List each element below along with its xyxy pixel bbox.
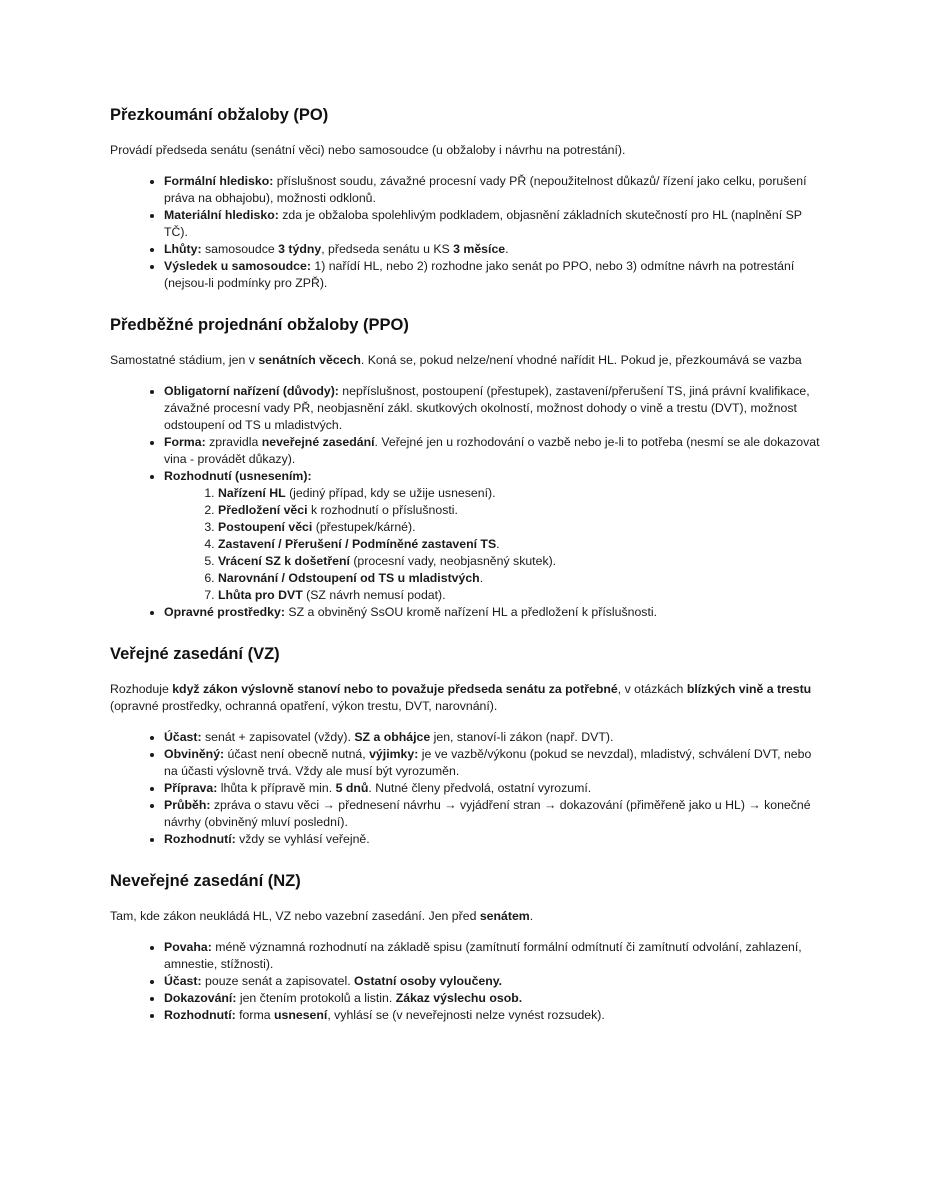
bold-text: Výsledek u samosoudce: (164, 259, 311, 273)
text-run: příslušnost soudu, závažné procesní vady PŘ (nepoužitelnost důkazů/ řízení jako celku, porušení práva na obhajobu), možnosti odklonů. (164, 174, 807, 205)
text-run: SZ a obviněný SsOU kromě nařízení HL a předložení k příslušnosti. (284, 605, 658, 619)
bold-text: senátních věcech (258, 353, 361, 367)
bold-text: Předložení věci (218, 503, 308, 517)
bullet-item (164, 797, 826, 831)
bold-text: Materiální hledisko: (164, 208, 279, 222)
bold-text: Účast: (164, 974, 202, 988)
text-run: . Nutné členy předvolá, ostatní vyrozumí. (368, 781, 592, 795)
bullet-list (110, 729, 826, 848)
numbered-item (218, 553, 826, 570)
bullet-list (110, 939, 826, 1024)
text-run: . (505, 242, 509, 256)
section-heading: Přezkoumání obžaloby (PO) (110, 106, 329, 124)
text-run: lhůta k přípravě min. (217, 781, 336, 795)
bullet-item (164, 746, 826, 780)
text-run: (přestupek/kárné). (312, 520, 416, 534)
text-run: . (479, 571, 484, 585)
text-run: Tam, kde zákon neukládá HL, VZ nebo vazební zasedání. Jen před (110, 909, 480, 923)
text-run: . (496, 537, 500, 551)
section-heading: Veřejné zasedání (VZ) (110, 645, 280, 663)
bold-text: Lhůty: (164, 242, 202, 256)
bold-text: Obligatorní nařízení (důvody): (164, 384, 339, 398)
bold-text: 3 týdny (278, 242, 322, 256)
text-run: méně významná rozhodnutí na základě spisu (zamítnutí formální odmítnutí či zamítnutí odvolání, zahlazení, amnestie, stížnosti). (164, 940, 802, 971)
section (110, 870, 826, 1024)
document (110, 104, 826, 1024)
text-run: zpráva o stavu věci → přednesení návrhu → vyjádření stran → dokazování (přiměřeně jako u HL) → konečné návrhy (obviněný mluví poslední). (164, 798, 811, 829)
text-run: jen, stanoví-li zákon (např. DVT). (430, 730, 614, 744)
bold-text: Opravné prostředky: (164, 605, 285, 619)
bullet-item (164, 383, 826, 434)
bullet-item (164, 604, 826, 621)
text-run: (procesní vady, neobjasněný skutek). (349, 554, 557, 568)
text-run: . Veřejné jen u rozhodování o vazbě nebo je-li to potřeba (nesmí se ale dokazovat vina - provádět důkazy). (164, 435, 820, 466)
text-run: je ve vazbě/výkonu (pokud se nevzdal), mladistvý, schválení DVT, nebo na účasti výslovně trvá. Vždy ale musí být vyrozuměn. (164, 747, 812, 778)
section-intro (110, 681, 826, 715)
bold-text: Formální hledisko: (164, 174, 274, 188)
bullet-list (110, 173, 826, 292)
bullet-item (164, 990, 826, 1007)
numbered-item (218, 570, 826, 587)
bullet-item (164, 241, 826, 258)
text-run: Rozhoduje (110, 682, 173, 696)
numbered-item (218, 485, 826, 502)
text-run: Samostatné stádium, jen v (110, 353, 259, 367)
bullet-item (164, 729, 826, 746)
numbered-list (164, 485, 826, 604)
section-intro (110, 908, 826, 925)
section-intro (110, 142, 826, 159)
bold-text: Příprava: (164, 781, 218, 795)
bold-text: Narovnání / Odstoupení od TS u mladistvých (218, 571, 480, 585)
numbered-item (218, 536, 826, 553)
section-heading: Neveřejné zasedání (NZ) (110, 872, 301, 890)
bullet-item (164, 434, 826, 468)
text-run: . (529, 909, 534, 923)
bullet-item (164, 258, 826, 292)
bold-text: Forma: (164, 435, 206, 449)
text-run: 1) nařídí HL, nebo 2) rozhodne jako senát po PPO, nebo 3) odmítne návrh na potrestání (nejsou-li podmínky pro ZPŘ). (164, 259, 795, 290)
bullet-item (164, 207, 826, 241)
text-run: , vyhlásí se (v neveřejnosti nelze vynést rozsudek). (327, 1008, 605, 1022)
text-run: pouze senát a zapisovatel. (201, 974, 355, 988)
bold-text: Zastavení / Přerušení / Podmíněné zastavení TS (218, 537, 497, 551)
text-run: nepříslušnost, postoupení (přestupek), zastavení/přerušení TS, jiná právní kvalifikace, závažné procesní vady PŘ, neobjasnění zákl. skutkových okolností, možnost dohody o vině a trestu (DVT), možnost odstoupení od TS u mladistvých. (164, 384, 810, 432)
bold-text: Postoupení věci (218, 520, 313, 534)
bold-text: Průběh: (164, 798, 211, 812)
bold-text: Dokazování: (164, 991, 237, 1005)
bold-text: Povaha: (164, 940, 212, 954)
bullet-item (164, 939, 826, 973)
text-run: k rozhodnutí o příslušnosti. (307, 503, 458, 517)
bold-text: Účast: (164, 730, 202, 744)
bold-text: když zákon výslovně stanoví nebo to považuje předseda senátu za potřebné (172, 682, 618, 696)
bold-text: výjimky: (369, 747, 419, 761)
bold-text: Rozhodnutí: (164, 832, 236, 846)
text-run: (jediný případ, kdy se užije usnesení). (285, 486, 496, 500)
text-run: Provádí předseda senátu (senátní věci) nebo samosoudce (u obžaloby i návrhu na potrestání). (110, 143, 626, 157)
bullet-list (110, 383, 826, 621)
text-run: (SZ návrh nemusí podat). (302, 588, 446, 602)
text-run: . Koná se, pokud nelze/není vhodné nařídit HL. Pokud je, přezkoumává se vazba (360, 353, 802, 367)
text-run: (opravné prostředky, ochranná opatření, výkon trestu, DVT, narovnání). (110, 699, 498, 713)
text-run: zda je obžaloba spolehlivým podkladem, objasnění základních skutečností pro HL (naplnění SP TČ). (164, 208, 802, 239)
text-run: senát + zapisovatel (vždy). (201, 730, 355, 744)
text-run: jen čtením protokolů a listin. (236, 991, 396, 1005)
bullet-item (164, 468, 826, 604)
bullet-item (164, 973, 826, 990)
section (110, 104, 826, 292)
bold-text: Rozhodnutí: (164, 1008, 236, 1022)
bold-text: blízkých vině a trestu (686, 682, 812, 696)
bold-text: Vrácení SZ k došetření (218, 554, 350, 568)
numbered-item (218, 587, 826, 604)
numbered-item (218, 519, 826, 536)
section-heading: Předběžné projednání obžaloby (PPO) (110, 316, 409, 334)
bold-text: Ostatní osoby vyloučeny. (354, 974, 503, 988)
bullet-item (164, 780, 826, 797)
bold-text: Nařízení HL (218, 486, 286, 500)
text-run: forma (235, 1008, 274, 1022)
bold-text: senátem (479, 909, 530, 923)
bullet-item (164, 831, 826, 848)
bold-text: Lhůta pro DVT (218, 588, 303, 602)
text-run: , v otázkách (617, 682, 687, 696)
bold-text: Zákaz výslechu osob. (395, 991, 523, 1005)
bold-text: Rozhodnutí (usnesením): (164, 469, 312, 483)
text-run: účast není obecně nutná, (224, 747, 370, 761)
bold-text: 3 měsíce (453, 242, 506, 256)
text-run: samosoudce (201, 242, 279, 256)
bold-text: SZ a obhájce (354, 730, 431, 744)
section (110, 314, 826, 621)
bold-text: 5 dnů (335, 781, 369, 795)
bullet-item (164, 173, 826, 207)
section (110, 643, 826, 848)
bullet-item (164, 1007, 826, 1024)
text-run: , předseda senátu u KS (321, 242, 454, 256)
bold-text: neveřejné zasedání (261, 435, 375, 449)
numbered-item (218, 502, 826, 519)
bold-text: usnesení (274, 1008, 328, 1022)
bold-text: Obviněný: (164, 747, 225, 761)
text-run: vždy se vyhlásí veřejně. (235, 832, 370, 846)
text-run: zpravidla (205, 435, 262, 449)
section-intro (110, 352, 826, 369)
